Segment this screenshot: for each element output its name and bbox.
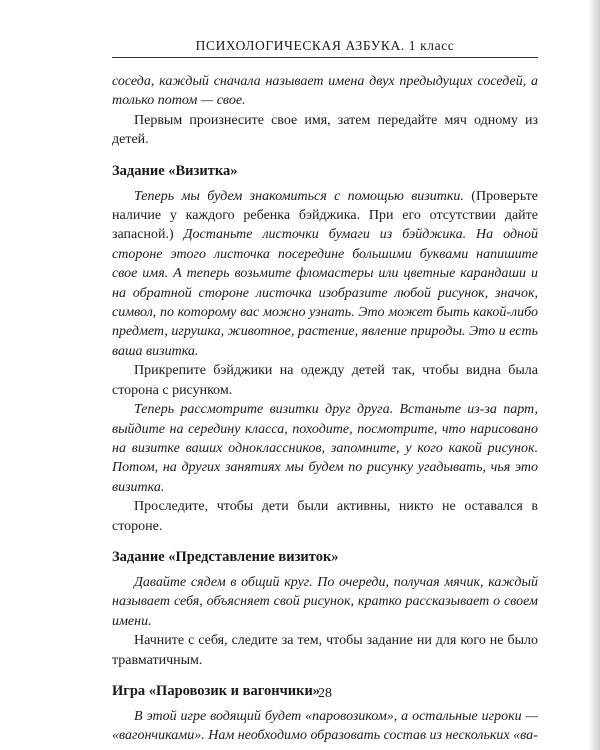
- book-page: [112, 38, 538, 746]
- page-scan-edge: [588, 0, 600, 750]
- vizitka-teacher-note: (Проверьте наличие у каждого ребенка бэйджика. При его отсутствии дайте запасной.): [112, 188, 539, 243]
- paragraph-train-game-intro: [112, 707, 538, 746]
- paragraph-look-at-cards: [112, 400, 538, 497]
- vizitka-intro-italic: Теперь мы будем знакомиться с помощью визитки.: [134, 188, 464, 204]
- section-heading-presentation: Задание «Представление визиток»: [112, 548, 339, 565]
- vizitka-steps-italic: Достаньте листочки бумаги из бэйджика. На одной стороне этого листочка посередине большими буквами напишите свое имя. А теперь возьмите фломастеры или цветные карандаши и на обратной стороне листочка изобразите любой рисунок, значок, символ, по которому вас можно узнать. Это может быть какой-либо предмет, игрушка, животное, растение, явление природы. Это и есть ваша визитка.: [112, 227, 538, 359]
- paragraph-vizitka-instructions: [112, 187, 538, 362]
- paragraph-instruction-ball: Первым произнесите свое имя, затем передайте мяч одному из детей.: [112, 112, 538, 148]
- running-title: ПСИХОЛОГИЧЕСКАЯ АЗБУКА. 1 класс: [112, 38, 538, 58]
- section-heading-train-game: Игра «Паровозик и вагончики»: [112, 682, 321, 699]
- paragraph-start-with-yourself: Начните с себя, следите за тем, чтобы задание ни для кого не было травматичным.: [112, 633, 538, 668]
- section-heading-vizitka: Задание «Визитка»: [112, 162, 238, 179]
- page-number: 28: [318, 686, 332, 701]
- look-at-cards-text: Теперь рассмотрите визитки друг друга. Встаньте из-за парт, выйдите на середину класса, походите, посмотрите, что нарисовано на визитке ваших одноклассников, запомните, у кого какой рисунок. Потом, на других занятиях мы будем по рисунку угадывать, чья это визитка.: [112, 402, 538, 495]
- page-body: [112, 72, 538, 746]
- paragraph-circle-instructions: [112, 573, 538, 631]
- paragraph-attach-badges: Прикрепите бэйджики на одежду детей так, чтобы видна была сторона с рисунком.: [112, 363, 538, 398]
- train-game-intro-text: В этой игре водящий будет «паровозиком», а остальные игроки — «вагончиками». Нам необходимо образовать состав из нескольких «ва-: [112, 708, 538, 744]
- paragraph-continuation-text: соседа, каждый сначала называет имена двух предыдущих соседей, а только потом — свое.: [112, 74, 538, 109]
- paragraph-continuation: [112, 72, 538, 111]
- circle-instructions-text: Давайте сядем в общий круг. По очереди, получая мячик, каждый называет себя, объясняет свой рисунок, кратко рассказывает о своем имени.: [112, 574, 538, 629]
- paragraph-monitor-children: Проследите, чтобы дети были активны, никто не оставался в стороне.: [112, 499, 538, 534]
